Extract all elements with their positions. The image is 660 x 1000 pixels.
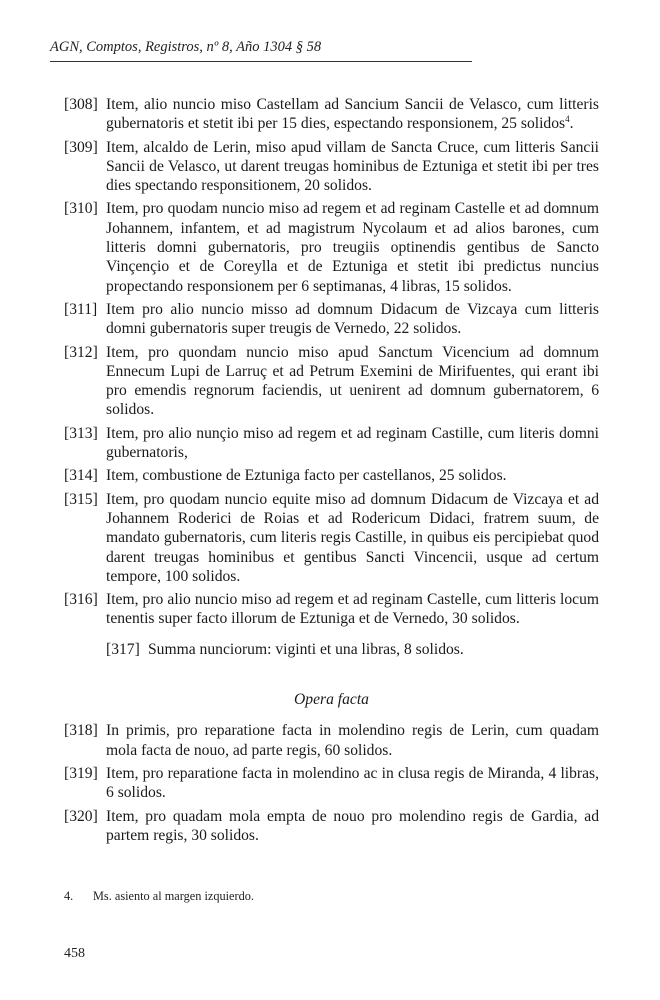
entry-318 — [64, 721, 599, 760]
entry-text: Item, pro quadam mola empta de nouo pro molendino regis de Gardia, ad partem regis, 30 solidos. — [106, 807, 599, 844]
entry-text: Item, combustione de Eztuniga facto per castellanos, 25 solidos. — [106, 467, 507, 485]
entry-text: In primis, pro reparatione facta in molendino regis de Lerin, cum quadam mola facta de nouo, ad parte regis, 60 solidos. — [106, 722, 599, 759]
entry-320 — [64, 807, 599, 846]
entry-text: Item, pro alio nunçio miso ad regem et ad reginam Castille, cum literis domni gubernatoris, — [106, 424, 599, 462]
entry-text: Item, pro alio nuncio miso ad regem et ad reginam Castelle, cum litteris locum tenentis super facto illorum de Eztuniga et de Vernedo, 30 solidos. — [106, 591, 599, 628]
footnote-ref[interactable]: 4 — [565, 114, 570, 125]
entry-text — [106, 95, 599, 134]
entry-number: [314] — [64, 467, 98, 485]
entry-313 — [64, 424, 599, 463]
entry-number: [312] — [64, 343, 98, 361]
entry-number: [315] — [64, 490, 98, 508]
running-head: AGN, Comptos, Registros, nº 8, Año 1304 § 58 — [50, 39, 322, 55]
entry-text-body: Item, alio nuncio miso Castellam ad Sancium Sancii de Velasco, cum litteris gubernatoris et stetit ibi per 15 dies, espectando responsionem, 25 solidos — [106, 96, 599, 133]
entry-text: Item, pro quodam nuncio equite miso ad domnum Didacum de Vizcaya et ad Johannem Roderici de Roias et ad Rodericum Didaci, fratrem suum, de mandato gubernatoris, cum literis regis Castille, in quibus eis percipiebat quod darent treugas hominibus et gentibus Sancti Vincencii, usque ad certum tempore, 100 solidos. — [106, 490, 599, 585]
entry-text: Item pro alio nuncio misso ad domnum Didacum de Vizcaya cum litteris domni gubernatoris super treugis de Vernedo, 22 solidos. — [106, 300, 599, 338]
entry-310 — [64, 199, 599, 295]
entry-number: [318] — [64, 722, 98, 740]
entry-308 — [64, 95, 599, 134]
entry-number: [310] — [64, 200, 98, 218]
entry-number: [311] — [64, 300, 98, 318]
entry-311 — [64, 300, 599, 339]
footnote — [64, 889, 254, 904]
entry-text-tail: . — [569, 115, 574, 133]
entry-number: [313] — [64, 424, 98, 442]
entry-text: Item, pro reparatione facta in molendino ac in clusa regis de Miranda, 4 libras, 6 solidos. — [106, 764, 599, 802]
entry-text: Item, pro quondam nuncio miso apud Sanctum Vicencium ad domnum Ennecum Lupi de Larruç et ad Petrum Exemini de Mirifuentes, qui erant ibi pro emendis regnorum faciendis, ut uenirent ad domnum gubernatorem, 6 solidos. — [106, 343, 599, 419]
entry-number: [317] — [106, 640, 140, 658]
entry-314 — [64, 466, 599, 485]
entry-312 — [64, 343, 599, 420]
summa-text: Summa nunciorum: viginti et una libras, 8 solidos. — [148, 640, 464, 658]
header-rule — [50, 61, 472, 62]
entry-number: [308] — [64, 96, 98, 113]
section-title: Opera facta — [294, 691, 369, 709]
entry-number: [319] — [64, 764, 98, 782]
entry-text: Item, pro quodam nuncio miso ad regem et ad reginam Castelle et ad domnum Johannem, infantem, et ad magistrum Nycolaum et ad alios barones, cum litteris domni gubernatoris, pro treugiis optinendis gentibus de Sancto Vinçençio et de Coreylla et de Eztuniga et stetit ibi predictus nuncius propectando responsionem per 6 septimanas, 4 libras, 15 solidos. — [106, 200, 599, 295]
summa-entry-317 — [64, 640, 599, 659]
entry-number: [320] — [64, 807, 98, 825]
entry-309 — [64, 138, 599, 196]
footnote-number: 4. — [64, 889, 74, 903]
page-number: 458 — [64, 946, 85, 961]
footnote-text: Ms. asiento al margen izquierdo. — [93, 889, 254, 903]
entry-text: Item, alcaldo de Lerin, miso apud villam de Sancta Cruce, cum litteris Sancii Sancii de Velasco, ut darent treugas hominibus de Eztuniga et stetit ibi per tres dies spectando responsitionem, 20 solidos. — [106, 138, 599, 195]
entry-319 — [64, 764, 599, 803]
entry-number: [316] — [64, 591, 98, 609]
entry-316 — [64, 590, 599, 629]
entry-315 — [64, 490, 599, 586]
entry-number: [309] — [64, 138, 98, 156]
body-text — [64, 95, 599, 849]
